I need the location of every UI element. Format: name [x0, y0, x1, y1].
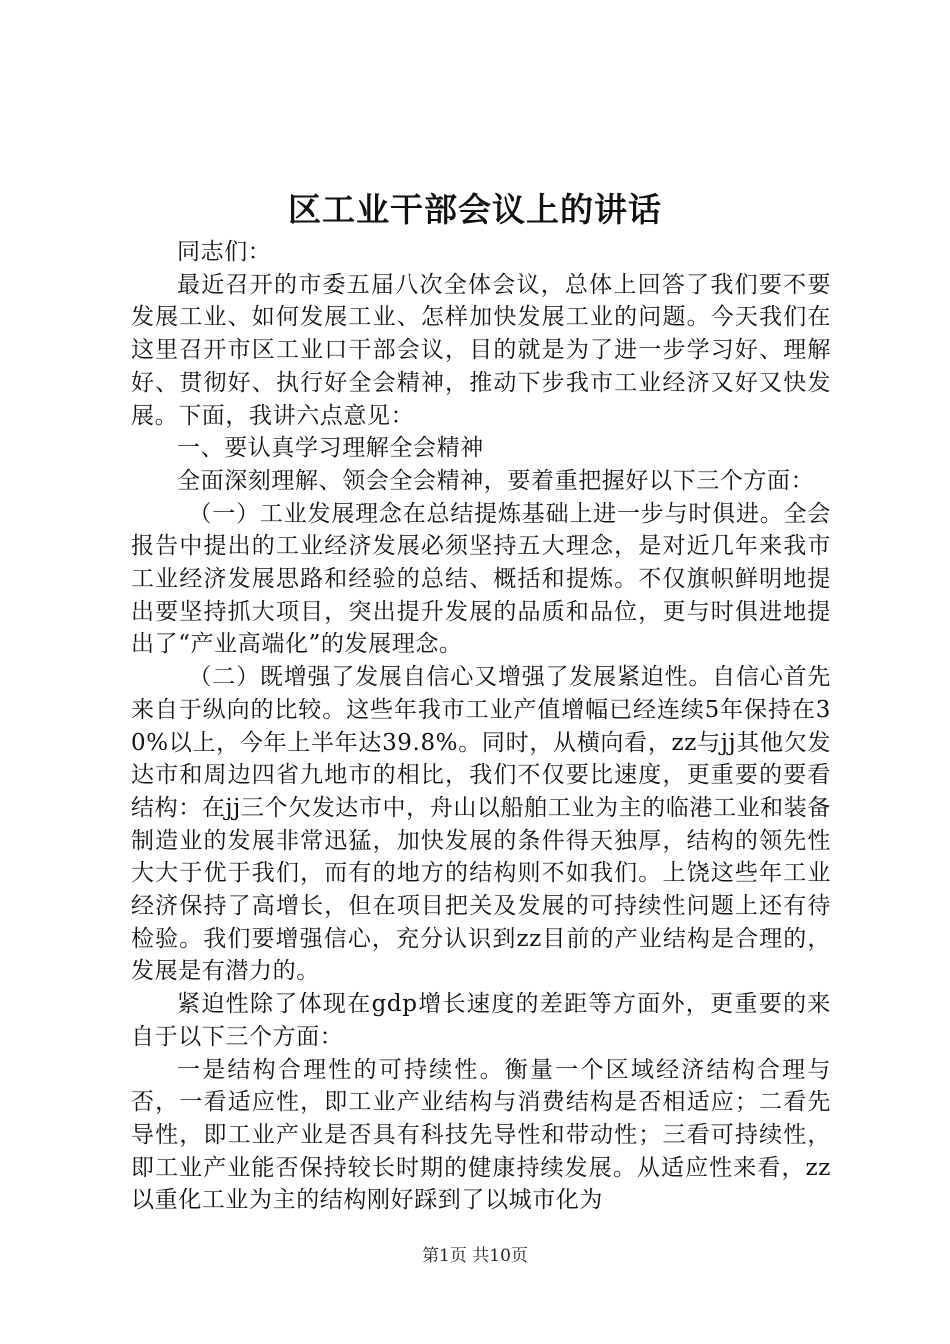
body-paragraph: （一）工业发展理念在总结提炼基础上进一步与时俱进。全会报告中提出的工业经济发展必须坚持五大理念，是对近几年来我市工业经济发展思路和经验的总结、概括和提炼。不仅旗帜鲜明地提出要坚持抓大项目，突出提升发展的品质和品位，更与时俱进地提出了“产业高端化”的发展理念。	[131, 500, 831, 658]
body-paragraph: 一是结构合理性的可持续性。衡量一个区域经济结构合理与否，一看适应性，即工业产业结构与消费结构是否相适应；二看先导性，即工业产业是否具有科技先导性和带动性；三看可持续性，即工业产业能否保持较长时期的健康持续发展。从适应性来看，zz以重化工业为主的结构刚好踩到了以城市化为	[131, 1056, 831, 1214]
document-body	[131, 236, 831, 1217]
section-heading-1: 一、要认真学习理解全会精神	[177, 435, 484, 462]
body-paragraph: 紧迫性除了体现在gdp增长速度的差距等方面外，更重要的来自于以下三个方面：	[131, 991, 831, 1050]
intro-paragraph: 最近召开的市委五届八次全体会议，总体上回答了我们要不要发展工业、如何发展工业、怎样加快发展工业的问题。今天我们在这里召开市区工业口干部会议，目的就是为了进一步学习好、理解好、贯彻好、执行好全会精神，推动下步我市工业经济又好又快发展。下面，我讲六点意见：	[131, 271, 831, 429]
salutation-paragraph: 同志们：	[177, 239, 272, 265]
body-paragraph: （二）既增强了发展自信心又增强了发展紧迫性。自信心首先来自于纵向的比较。这些年我市工业产值增幅已经连续5年保持在30%以上，今年上半年达39.8%。同时，从横向看，zz与jj其他欠发达市和周边四省九地市的相比，我们不仅要比速度，更重要的要看结构：在jj三个欠发达市中，舟山以船舶工业为主的临港工业和装备制造业的发展非常迅猛，加快发展的条件得天独厚，结构的领先性大大于优于我们，而有的地方的结构则不如我们。上饶这些年工业经济保持了高增长，但在项目把关及发展的可持续性问题上还有待检验。我们要增强信心，充分认识到zz目前的产业结构是合理的，发展是有潜力的。	[131, 664, 831, 985]
body-paragraph: 全面深刻理解、领会全会精神，要着重把握好以下三个方面：	[177, 467, 815, 494]
document-title: 区工业干部会议上的讲话	[288, 190, 662, 229]
page-number-footer: 第1页 共10页	[422, 1246, 528, 1266]
